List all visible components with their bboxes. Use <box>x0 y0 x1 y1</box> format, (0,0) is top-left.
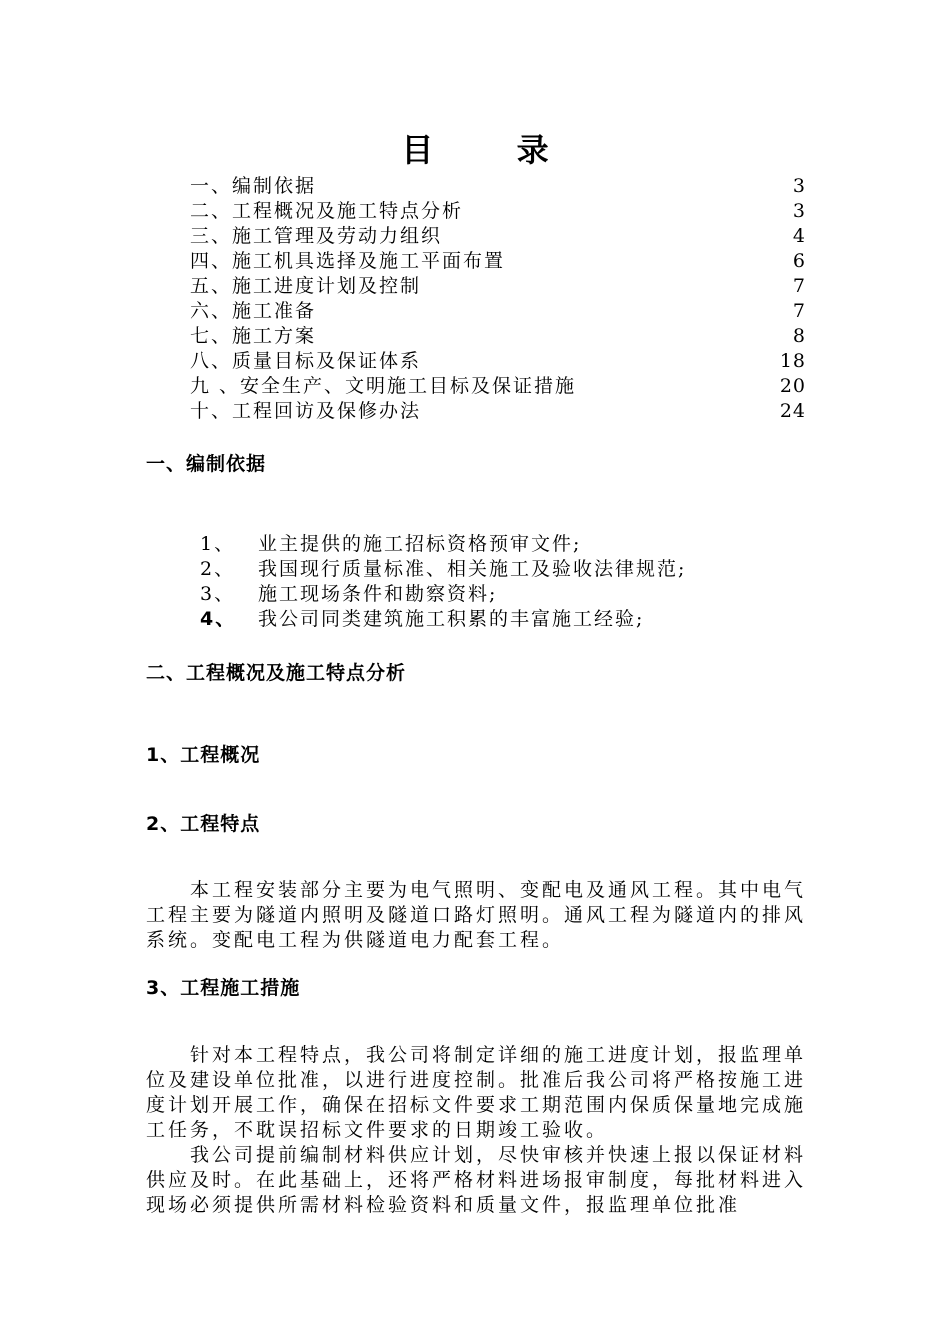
toc-entry-page: 8 <box>792 325 806 347</box>
list-item-text: 我公司同类建筑施工积累的丰富施工经验; <box>258 608 645 630</box>
list-item-text: 业主提供的施工招标资格预审文件; <box>258 533 582 555</box>
toc-entry-page: 4 <box>792 225 806 247</box>
toc-entry <box>190 349 806 374</box>
toc-entry-page: 7 <box>792 300 806 322</box>
list-item <box>200 582 760 607</box>
toc-entry-label: 六、施工准备 <box>190 300 317 322</box>
toc-entry <box>190 199 806 224</box>
list-item <box>200 557 760 582</box>
toc-entry-page: 3 <box>792 200 806 222</box>
toc-entry-label: 三、施工管理及劳动力组织 <box>190 225 443 247</box>
toc-entry-label: 九 、安全生产、文明施工目标及保证措施 <box>190 375 577 397</box>
toc-entry-page: 18 <box>779 350 806 372</box>
subheading-project-overview: 1、工程概况 <box>146 744 261 766</box>
toc-entry <box>190 374 806 399</box>
toc-entry-label: 二、工程概况及施工特点分析 <box>190 200 464 222</box>
section-heading-overview: 二、工程概况及施工特点分析 <box>146 662 407 684</box>
section-heading-basis: 一、编制依据 <box>146 453 267 475</box>
list-item-text: 我国现行质量标准、相关施工及验收法律规范; <box>258 558 687 580</box>
toc-entry-page: 20 <box>779 375 806 397</box>
basis-list <box>200 532 760 632</box>
list-item-number: 3、 <box>200 583 236 605</box>
list-item-number: 2、 <box>200 558 236 580</box>
paragraph-construction-measures-2: 我公司提前编制材料供应计划，尽快审核并快速上报以保证材料供应及时。在此基础上，还将严格材料进场报审制度，每批材料进入现场必须提供所需材料检验资料和质量文件，报监理单位批准 <box>146 1144 807 1216</box>
toc-entry-label: 七、施工方案 <box>190 325 317 347</box>
toc-entry <box>190 399 806 424</box>
paragraph-project-features: 本工程安装部分主要为电气照明、变配电及通风工程。其中电气工程主要为隧道内照明及隧道口路灯照明。通风工程为隧道内的排风系统。变配电工程为供隧道电力配套工程。 <box>146 879 807 951</box>
toc-entry-label: 八、质量目标及保证体系 <box>190 350 422 372</box>
toc-entry <box>190 249 806 274</box>
page-title: 目 录 <box>401 131 585 169</box>
toc-entry-page: 6 <box>792 250 806 272</box>
list-item-number: 4、 <box>200 608 237 630</box>
table-of-contents <box>190 174 806 424</box>
toc-entry-label: 一、编制依据 <box>190 175 317 197</box>
toc-entry-page: 24 <box>779 400 806 422</box>
toc-entry-label: 五、施工进度计划及控制 <box>190 275 422 297</box>
subheading-construction-measures: 3、工程施工措施 <box>146 977 301 999</box>
toc-entry <box>190 324 806 349</box>
toc-entry-label: 十、工程回访及保修办法 <box>190 400 422 422</box>
toc-entry-page: 7 <box>792 275 806 297</box>
list-item-number: 1、 <box>200 533 236 555</box>
toc-entry-page: 3 <box>792 175 806 197</box>
list-item <box>200 607 760 632</box>
toc-entry <box>190 299 806 324</box>
list-item-text: 施工现场条件和勘察资料; <box>258 583 498 605</box>
toc-entry <box>190 274 806 299</box>
subheading-project-features: 2、工程特点 <box>146 813 261 835</box>
paragraph-construction-measures-1: 针对本工程特点，我公司将制定详细的施工进度计划，报监理单位及建设单位批准，以进行进度控制。批准后我公司将严格按施工进度计划开展工作，确保在招标文件要求工期范围内保质保量地完成施工任务，不耽误招标文件要求的日期竣工验收。 <box>146 1044 807 1141</box>
list-item <box>200 532 760 557</box>
toc-entry <box>190 224 806 249</box>
toc-entry-label: 四、施工机具选择及施工平面布置 <box>190 250 506 272</box>
toc-entry <box>190 174 806 199</box>
